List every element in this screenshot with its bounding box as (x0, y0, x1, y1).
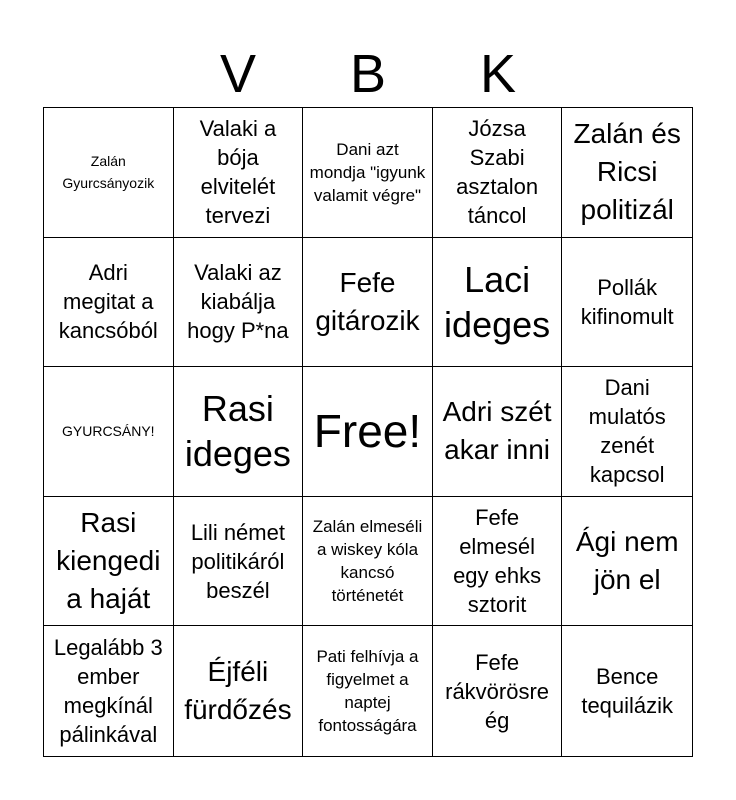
free-space-text: Free! (313, 405, 422, 458)
cell-text: GYURCSÁNY! (62, 423, 155, 440)
bingo-cell[interactable] (44, 367, 174, 497)
bingo-cell[interactable] (44, 497, 174, 627)
bingo-cell[interactable] (174, 238, 304, 368)
cell-text: Bence tequilázik (581, 664, 674, 719)
bingo-cell[interactable] (174, 497, 304, 627)
bingo-cell[interactable] (433, 108, 563, 238)
cell-text: Rasi kiengedi a haját (56, 507, 161, 615)
bingo-cell[interactable] (433, 367, 563, 497)
cell-text: Dani mulatós zenét kapcsol (588, 375, 666, 488)
free-space-cell[interactable] (303, 367, 433, 497)
bingo-cell[interactable] (433, 497, 563, 627)
bingo-cell[interactable] (303, 108, 433, 238)
bingo-cell[interactable] (44, 238, 174, 368)
cell-text: Pati felhívja a figyelmet a naptej fontosságára (316, 647, 419, 736)
cell-text: Laci ideges (444, 258, 551, 345)
cell-text: Rasi ideges (184, 388, 291, 475)
header-letter-b: B (349, 44, 387, 104)
bingo-cell[interactable] (562, 497, 692, 627)
bingo-cell[interactable] (433, 238, 563, 368)
bingo-cell[interactable] (562, 367, 692, 497)
bingo-cell[interactable] (303, 238, 433, 368)
bingo-cell[interactable] (562, 238, 692, 368)
bingo-cell[interactable] (562, 626, 692, 756)
cell-text: Ági nem jön el (575, 526, 679, 596)
cell-text: Józsa Szabi asztalon táncol (456, 116, 539, 229)
cell-text: Valaki az kiabálja hogy P*na (187, 260, 289, 344)
cell-text: Pollák kifinomult (580, 274, 674, 329)
bingo-cell[interactable] (433, 626, 563, 756)
header-letter-1 (43, 40, 173, 108)
cell-text: Dani azt mondja "igyunk valamit végre" (309, 139, 426, 205)
bingo-cell[interactable] (303, 626, 433, 756)
bingo-cell[interactable] (44, 108, 174, 238)
bingo-cell[interactable] (44, 626, 174, 756)
cell-text: Valaki a bója elvitelét tervezi (199, 116, 277, 229)
bingo-cell[interactable] (174, 626, 304, 756)
cell-text: Zalán és Ricsi politizál (573, 118, 681, 226)
cell-text: Fefe gitározik (315, 266, 420, 336)
cell-text: Adri megitat a kancsóból (58, 260, 158, 344)
bingo-cell[interactable] (174, 108, 304, 238)
bingo-cell[interactable] (562, 108, 692, 238)
header-letter-v: V (219, 44, 257, 104)
cell-text: Lili német politikáról beszél (190, 519, 285, 603)
bingo-cell[interactable] (174, 367, 304, 497)
cell-text: Fefe elmesél egy ehks sztorit (453, 505, 542, 618)
header-letter-5 (563, 40, 693, 108)
cell-text: Zalán elmeséli a wiskey kóla kancsó történetét (312, 517, 423, 606)
bingo-board (43, 107, 693, 757)
cell-text: Zalán Gyurcsányozik (62, 153, 155, 192)
cell-text: Legalább 3 ember megkínál pálinkával (53, 635, 163, 748)
header-letter-k: K (479, 44, 517, 104)
bingo-header (43, 40, 693, 108)
cell-text: Fefe rákvörösre ég (445, 649, 550, 733)
bingo-cell[interactable] (303, 497, 433, 627)
cell-text: Éjféli fürdőzés (184, 656, 292, 726)
cell-text: Adri szét akar inni (442, 396, 552, 466)
